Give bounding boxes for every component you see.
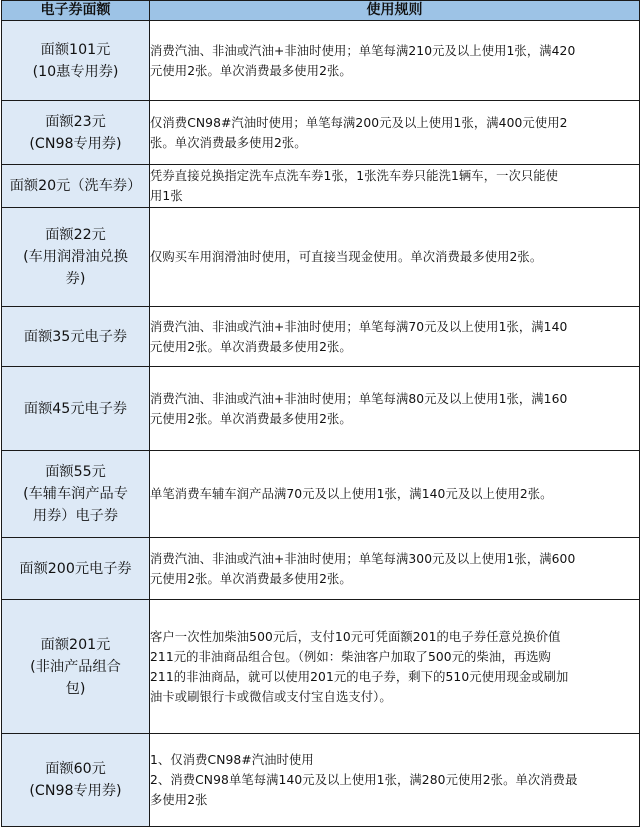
usage-rule-line: 仅购买车用润滑油时使用，可直接当现金使用。单次消费最多使用2张。 xyxy=(150,250,543,264)
usage-rule-line: 单笔消费车辅车润产品满70元及以上使用1张，满140元及以上使用2张。 xyxy=(150,487,553,501)
usage-rule-line: 消费汽油、非油或汽油+非油时使用；单笔每满80元及以上使用1张，满160 xyxy=(150,391,568,406)
coupon-usage-rule xyxy=(150,307,640,367)
coupon-face-value xyxy=(2,101,150,165)
coupon-usage-rule xyxy=(150,21,640,101)
table-row xyxy=(2,307,640,367)
coupon-face-value xyxy=(2,538,150,600)
face-value-line: 面额101元 xyxy=(40,41,111,58)
usage-rule-line: 元使用2张。单次消费最多使用2张。 xyxy=(150,63,352,78)
table-body xyxy=(2,21,640,827)
coupon-usage-rule xyxy=(150,734,640,827)
usage-rule-line: 多使用2张 xyxy=(150,793,208,807)
table-row xyxy=(2,600,640,734)
usage-rule-line: 油卡或刷银行卡或微信或支付宝自选支付）。 xyxy=(150,689,392,704)
coupon-face-value xyxy=(2,600,150,734)
table-header-row xyxy=(2,1,640,21)
usage-rule-line: 211元的非油商品组合包。（例如：柴油客户加取了500元的柴油，再选购 xyxy=(150,649,551,664)
table-row xyxy=(2,367,640,451)
coupon-usage-rule xyxy=(150,600,640,734)
table-row xyxy=(2,165,640,208)
face-value-line: 包) xyxy=(65,680,86,697)
face-value-line: 面额22元 xyxy=(45,227,106,243)
face-value-line: 面额60元 xyxy=(45,761,106,777)
coupon-face-value xyxy=(2,451,150,538)
coupon-face-value xyxy=(2,367,150,451)
coupon-usage-rule xyxy=(150,367,640,451)
coupon-usage-rule xyxy=(150,538,640,600)
header-usage-rules: 使用规则 xyxy=(150,1,640,21)
usage-rule-line: 凭券直接兑换指定洗车点洗车券1张，1张洗车券只能洗1辆车，一次只能使 xyxy=(150,169,559,183)
usage-rule-line: 元使用2张。单次消费最多使用2张。 xyxy=(150,571,352,586)
usage-rule-line: 仅消费CN98#汽油时使用；单笔每满200元及以上使用1张，满400元使用2 xyxy=(150,115,568,130)
face-value-line: 面额201元 xyxy=(40,636,111,653)
face-value-line: (车辅车润产品专 xyxy=(23,486,128,502)
table-row xyxy=(2,451,640,538)
table-row xyxy=(2,734,640,827)
face-value-line: 面额35元电子券 xyxy=(23,328,128,345)
usage-rule-line: 消费汽油、非油或汽油+非油时使用；单笔每满300元及以上使用1张，满600 xyxy=(150,551,576,566)
face-value-line: 面额20元（洗车券） xyxy=(9,178,142,194)
coupon-face-value xyxy=(2,21,150,101)
face-value-line: (10惠专用券) xyxy=(32,63,119,80)
table-row xyxy=(2,101,640,165)
coupon-usage-rule xyxy=(150,101,640,165)
table-row xyxy=(2,21,640,101)
table-row xyxy=(2,208,640,307)
usage-rule-line: 元使用2张。单次消费最多使用2张。 xyxy=(150,411,352,426)
coupon-usage-rule xyxy=(150,208,640,307)
coupon-face-value xyxy=(2,208,150,307)
usage-rule-line: 消费汽油、非油或汽油+非油时使用；单笔每满210元及以上使用1张，满420 xyxy=(150,43,576,58)
face-value-line: 面额45元电子券 xyxy=(23,400,128,417)
coupon-face-value xyxy=(2,307,150,367)
usage-rule-line: 元使用2张。单次消费最多使用2张。 xyxy=(150,339,352,354)
usage-rule-line: 211的非油商品，就可以使用201元的电子券，剩下的510元使用现金或刷加 xyxy=(150,669,569,684)
face-value-line: (非油产品组合 xyxy=(30,658,121,675)
face-value-line: 用券）电子券 xyxy=(32,508,119,524)
coupon-face-value xyxy=(2,165,150,208)
face-value-line: (CN98专用券) xyxy=(29,135,122,152)
face-value-line: 面额200元电子券 xyxy=(19,560,132,577)
usage-rule-line: 1、仅消费CN98#汽油时使用 xyxy=(150,753,314,767)
usage-rule-line: 2、消费CN98单笔每满140元及以上使用1张，满280元使用2张。单次消费最 xyxy=(150,773,578,787)
face-value-line: (车用润滑油兑换 xyxy=(23,249,128,265)
usage-rule-line: 消费汽油、非油或汽油+非油时使用；单笔每满70元及以上使用1张，满140 xyxy=(150,319,568,334)
coupon-usage-rule xyxy=(150,165,640,208)
header-face-value: 电子券面额 xyxy=(2,1,150,21)
table-row xyxy=(2,538,640,600)
usage-rule-line: 客户一次性加柴油500元后，支付10元可凭面额201的电子券任意兑换价值 xyxy=(150,629,561,644)
usage-rule-line: 张。单次消费最多使用2张。 xyxy=(150,135,307,150)
face-value-line: 面额23元 xyxy=(45,113,106,130)
coupon-rules-table xyxy=(1,0,640,827)
face-value-line: 券) xyxy=(65,271,86,287)
face-value-line: (CN98专用券) xyxy=(29,783,122,799)
coupon-usage-rule xyxy=(150,451,640,538)
coupon-face-value xyxy=(2,734,150,827)
usage-rule-line: 用1张 xyxy=(150,189,183,203)
face-value-line: 面额55元 xyxy=(45,464,106,480)
